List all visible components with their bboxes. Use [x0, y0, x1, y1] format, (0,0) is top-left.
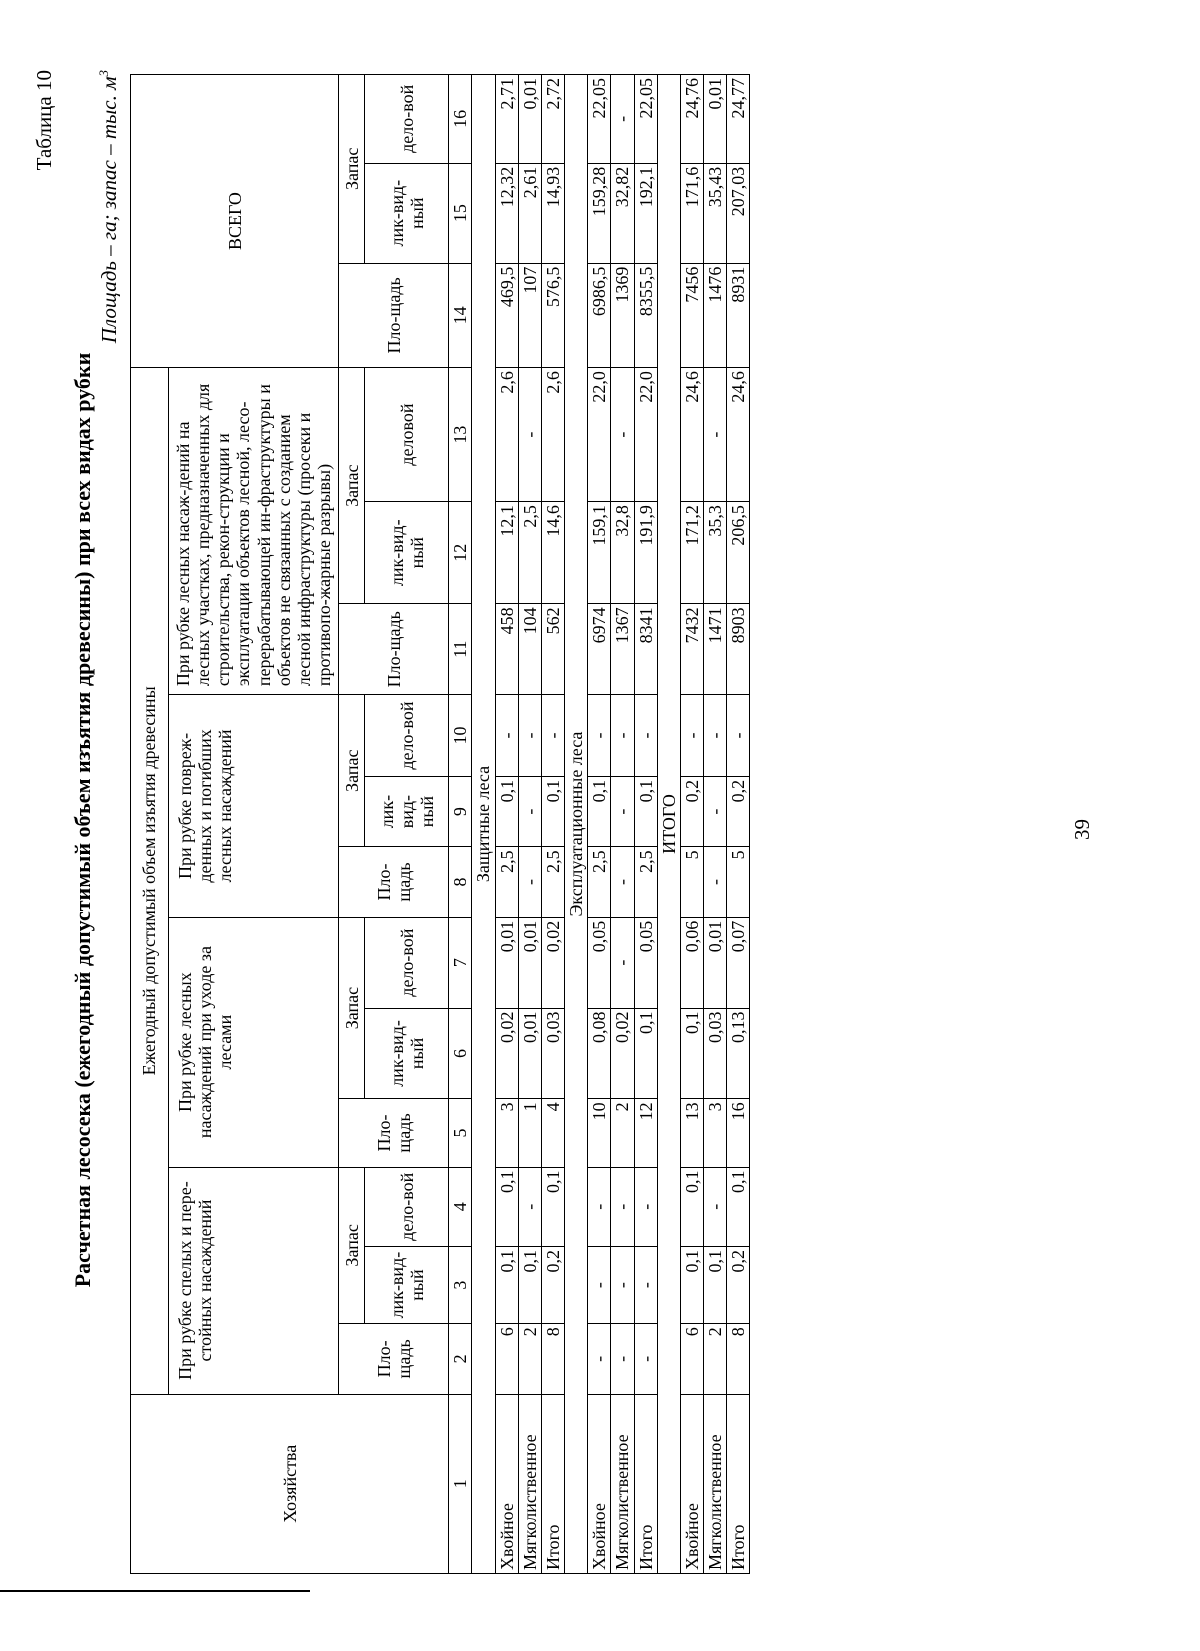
table-cell: 192,1: [634, 163, 657, 263]
header-group-construction: При рубке лесных насаж-дений на лесных участках, предназначенных для строительства, рекон-струкции и эксплуатации объектов лесной, лесо-перерабатывающей ин-фраструктуры и объектов не связанных с созданием лесной инфраструктуры (просеки и противопо-жарные разрывы): [169, 368, 339, 695]
table-cell: 12,1: [495, 502, 518, 604]
table-cell: 469,5: [495, 263, 518, 367]
table-cell: -: [703, 847, 726, 917]
table-row: [634, 75, 657, 1574]
table-cell: 2,5: [495, 847, 518, 917]
table-cell: 576,5: [541, 263, 564, 367]
row-label: Хвойное: [495, 1394, 518, 1573]
table-cell: 2: [611, 1099, 634, 1167]
table-cell: -: [611, 695, 634, 777]
column-number: 9: [449, 776, 472, 846]
table-cell: 0,01: [495, 917, 518, 1008]
header-delovoy: деловой: [365, 368, 449, 502]
table-cell: 0,1: [518, 1247, 541, 1324]
header-ploshchad: Пло-щадь: [339, 1324, 449, 1394]
table-cell: -: [680, 695, 703, 777]
table-cell: 0,1: [588, 776, 611, 846]
column-number: 5: [449, 1099, 472, 1167]
table-cell: -: [703, 776, 726, 846]
table-cell: -: [611, 776, 634, 846]
table-cell: 12,32: [495, 163, 518, 263]
header-hoz: Хозяйства: [131, 1394, 449, 1573]
table-body: [472, 75, 750, 1574]
header-delovoy: дело-вой: [365, 75, 449, 164]
table-cell: 3: [703, 1099, 726, 1167]
table-cell: 159,1: [588, 502, 611, 604]
table-cell: -: [611, 917, 634, 1008]
table-row: [611, 75, 634, 1574]
header-delovoy: дело-вой: [365, 1167, 449, 1246]
table-cell: 6974: [588, 604, 611, 695]
column-number: 11: [449, 604, 472, 695]
column-number: 3: [449, 1247, 472, 1324]
table-cell: 171,6: [680, 163, 703, 263]
units-superscript: 3: [96, 70, 111, 77]
table-cell: 104: [518, 604, 541, 695]
table-cell: 7432: [680, 604, 703, 695]
table-cell: -: [518, 695, 541, 777]
table-cell: -: [541, 695, 564, 777]
section-title: ИТОГО: [657, 75, 680, 1574]
table-cell: 0,03: [703, 1008, 726, 1099]
table-cell: 2,71: [495, 75, 518, 164]
table-cell: 0,2: [727, 776, 750, 846]
table-cell: 35,3: [703, 502, 726, 604]
header-zapas: Запас: [339, 695, 365, 847]
table-cell: 1476: [703, 263, 726, 367]
table-cell: 2,5: [518, 502, 541, 604]
table-cell: 0,1: [727, 1167, 750, 1246]
table-cell: 0,03: [541, 1008, 564, 1099]
table-cell: 2,61: [518, 163, 541, 263]
table-cell: 0,1: [495, 1247, 518, 1324]
table-cell: 0,1: [495, 776, 518, 846]
header-zapas: Запас: [339, 75, 365, 264]
header-group-care: При рубке лесных насаждений при уходе за лесами: [169, 917, 339, 1167]
table-cell: 10: [588, 1099, 611, 1167]
table-cell: 0,02: [495, 1008, 518, 1099]
table-cell: 0,1: [541, 776, 564, 846]
section-title: Защитные леса: [472, 75, 495, 1574]
table-cell: 0,1: [680, 1247, 703, 1324]
bottom-rule: [0, 1590, 310, 1592]
column-number: 12: [449, 502, 472, 604]
table-cell: 0,05: [634, 917, 657, 1008]
table-cell: 8931: [727, 263, 750, 367]
table-cell: -: [611, 75, 634, 164]
table-cell: 0,02: [611, 1008, 634, 1099]
header-ploshchad: Пло-щадь: [339, 1099, 449, 1167]
table-cell: 206,5: [727, 502, 750, 604]
table-cell: 22,05: [634, 75, 657, 164]
table-cell: 107: [518, 263, 541, 367]
table-title: Расчетная лесосека (ежегодный допустимый объем изъятия древесины) при всех видах рубки: [70, 352, 95, 1288]
table-cell: 1: [518, 1099, 541, 1167]
table-cell: 0,01: [703, 917, 726, 1008]
table-cell: 8903: [727, 604, 750, 695]
header-zapas: Запас: [339, 368, 365, 604]
table-cell: 6: [495, 1324, 518, 1394]
header-likvid: лик-вид-ный: [365, 1008, 449, 1099]
table-cell: 0,05: [588, 917, 611, 1008]
table-cell: 0,13: [727, 1008, 750, 1099]
column-number: 1: [449, 1394, 472, 1573]
table-cell: -: [611, 847, 634, 917]
table-cell: 8341: [634, 604, 657, 695]
table-cell: -: [588, 1247, 611, 1324]
column-number: 13: [449, 368, 472, 502]
table-cell: 24,77: [727, 75, 750, 164]
table-cell: -: [518, 847, 541, 917]
table-cell: -: [518, 1167, 541, 1246]
table-cell: 8355,5: [634, 263, 657, 367]
row-label: Мягколиственное: [703, 1394, 726, 1573]
header-delovoy: дело-вой: [365, 917, 449, 1008]
section-row: [472, 75, 495, 1574]
column-number: 2: [449, 1324, 472, 1394]
table-cell: 32,82: [611, 163, 634, 263]
header-zapas: Запас: [339, 1167, 365, 1324]
section-row: [565, 75, 588, 1574]
column-number: 10: [449, 695, 472, 777]
table-cell: 22,05: [588, 75, 611, 164]
table-cell: 24,6: [680, 368, 703, 502]
table-cell: -: [634, 1247, 657, 1324]
table-cell: -: [611, 368, 634, 502]
table-cell: -: [634, 1324, 657, 1394]
column-number: 16: [449, 75, 472, 164]
table-cell: 35,43: [703, 163, 726, 263]
rotated-content: [20, 40, 1140, 1600]
table-row: [727, 75, 750, 1574]
header-likvid: лик-вид-ный: [365, 163, 449, 263]
header-zapas: Запас: [339, 917, 365, 1099]
table-cell: 0,07: [727, 917, 750, 1008]
table-cell: -: [495, 695, 518, 777]
table-cell: 562: [541, 604, 564, 695]
table-cell: 8: [541, 1324, 564, 1394]
table-cell: 2,5: [541, 847, 564, 917]
table-cell: -: [588, 1167, 611, 1246]
table-cell: 191,9: [634, 502, 657, 604]
table-cell: -: [703, 368, 726, 502]
table-cell: -: [634, 1167, 657, 1246]
header-delovoy: дело-вой: [365, 695, 449, 777]
column-number: 14: [449, 263, 472, 367]
table-cell: 0,1: [634, 776, 657, 846]
table-cell: 0,08: [588, 1008, 611, 1099]
column-number: 7: [449, 917, 472, 1008]
table-cell: -: [703, 1167, 726, 1246]
table-cell: 14,6: [541, 502, 564, 604]
table-cell: 0,1: [703, 1247, 726, 1324]
table-cell: 0,2: [541, 1247, 564, 1324]
table-row: [680, 75, 703, 1574]
table-cell: 171,2: [680, 502, 703, 604]
header-ploshchad: Пло-щадь: [339, 847, 449, 917]
header-ploshchad: Пло-щадь: [339, 263, 449, 367]
table-row: [495, 75, 518, 1574]
table-cell: 2: [703, 1324, 726, 1394]
table-cell: -: [727, 695, 750, 777]
table-cell: -: [634, 695, 657, 777]
row-label: Итого: [634, 1394, 657, 1573]
table-cell: 0,01: [518, 917, 541, 1008]
table-cell: 0,01: [518, 75, 541, 164]
table-cell: 3: [495, 1099, 518, 1167]
table-row: [703, 75, 726, 1574]
table-cell: 1471: [703, 604, 726, 695]
section-row: [657, 75, 680, 1574]
table-cell: 4: [541, 1099, 564, 1167]
table-row: [518, 75, 541, 1574]
header-group-mature: При рубке спелых и пере-стойных насаждений: [169, 1167, 339, 1394]
table-cell: 207,03: [727, 163, 750, 263]
table-cell: 22,0: [634, 368, 657, 502]
row-label: Мягколиственное: [611, 1394, 634, 1573]
table-cell: 24,6: [727, 368, 750, 502]
table-cell: -: [518, 368, 541, 502]
table-cell: 6: [680, 1324, 703, 1394]
table-cell: 159,28: [588, 163, 611, 263]
column-number-row: [449, 75, 472, 1574]
table-cell: -: [611, 1247, 634, 1324]
table-cell: 32,8: [611, 502, 634, 604]
header-likvid: лик-вид-ный: [365, 776, 449, 846]
table-cell: 12: [634, 1099, 657, 1167]
table-cell: 14,93: [541, 163, 564, 263]
table-cell: 0,2: [727, 1247, 750, 1324]
header-likvid: лик-вид-ный: [365, 1247, 449, 1324]
units-note: [96, 70, 122, 343]
table-cell: 5: [727, 847, 750, 917]
table-cell: 0,2: [680, 776, 703, 846]
table-cell: -: [518, 776, 541, 846]
table-cell: 1367: [611, 604, 634, 695]
row-label: Хвойное: [588, 1394, 611, 1573]
table-cell: 0,06: [680, 917, 703, 1008]
row-label: Итого: [727, 1394, 750, 1573]
header-ploshchad: Пло-щадь: [339, 604, 449, 695]
table-number: Таблица 10: [32, 70, 56, 171]
header-vsego: ВСЕГО: [131, 75, 339, 368]
table-cell: 7456: [680, 263, 703, 367]
row-label: Мягколиственное: [518, 1394, 541, 1573]
table-cell: 2,6: [541, 368, 564, 502]
table-cell: 0,1: [541, 1167, 564, 1246]
table-cell: -: [611, 1167, 634, 1246]
table-cell: 0,01: [703, 75, 726, 164]
table-cell: -: [611, 1324, 634, 1394]
table-cell: 13: [680, 1099, 703, 1167]
table-cell: 0,01: [518, 1008, 541, 1099]
section-title: Эксплуатационные леса: [565, 75, 588, 1574]
table-cell: 5: [680, 847, 703, 917]
table-cell: 2,5: [634, 847, 657, 917]
header-likvid: лик-вид-ный: [365, 502, 449, 604]
table-row: [588, 75, 611, 1574]
column-number: 4: [449, 1167, 472, 1246]
table-cell: 0,1: [680, 1008, 703, 1099]
table-cell: -: [703, 695, 726, 777]
table-cell: 2,6: [495, 368, 518, 502]
table-cell: 458: [495, 604, 518, 695]
table-cell: 0,1: [680, 1167, 703, 1246]
table-cell: 2,72: [541, 75, 564, 164]
header-group-damaged: При рубке повреж-денных и погибших лесных насаждений: [169, 695, 339, 918]
table-cell: 8: [727, 1324, 750, 1394]
table-cell: 0,1: [634, 1008, 657, 1099]
table-cell: 22,0: [588, 368, 611, 502]
table-row: [541, 75, 564, 1574]
table-cell: -: [588, 695, 611, 777]
header-annual: Ежегодный допустимый объем изъятия древесины: [131, 368, 169, 1395]
table-cell: 2: [518, 1324, 541, 1394]
table-cell: 1369: [611, 263, 634, 367]
table-cell: 6986,5: [588, 263, 611, 367]
table-cell: 16: [727, 1099, 750, 1167]
row-label: Итого: [541, 1394, 564, 1573]
table-cell: 24,76: [680, 75, 703, 164]
table-cell: -: [588, 1324, 611, 1394]
table-cell: 2,5: [588, 847, 611, 917]
units-text: Площадь – га; запас – тыс. м: [97, 76, 121, 344]
column-number: 8: [449, 847, 472, 917]
row-label: Хвойное: [680, 1394, 703, 1573]
page-number: 39: [1070, 819, 1094, 840]
logging-table: [130, 74, 750, 1574]
table-cell: 0,02: [541, 917, 564, 1008]
table-cell: 0,1: [495, 1167, 518, 1246]
column-number: 6: [449, 1008, 472, 1099]
column-number: 15: [449, 163, 472, 263]
